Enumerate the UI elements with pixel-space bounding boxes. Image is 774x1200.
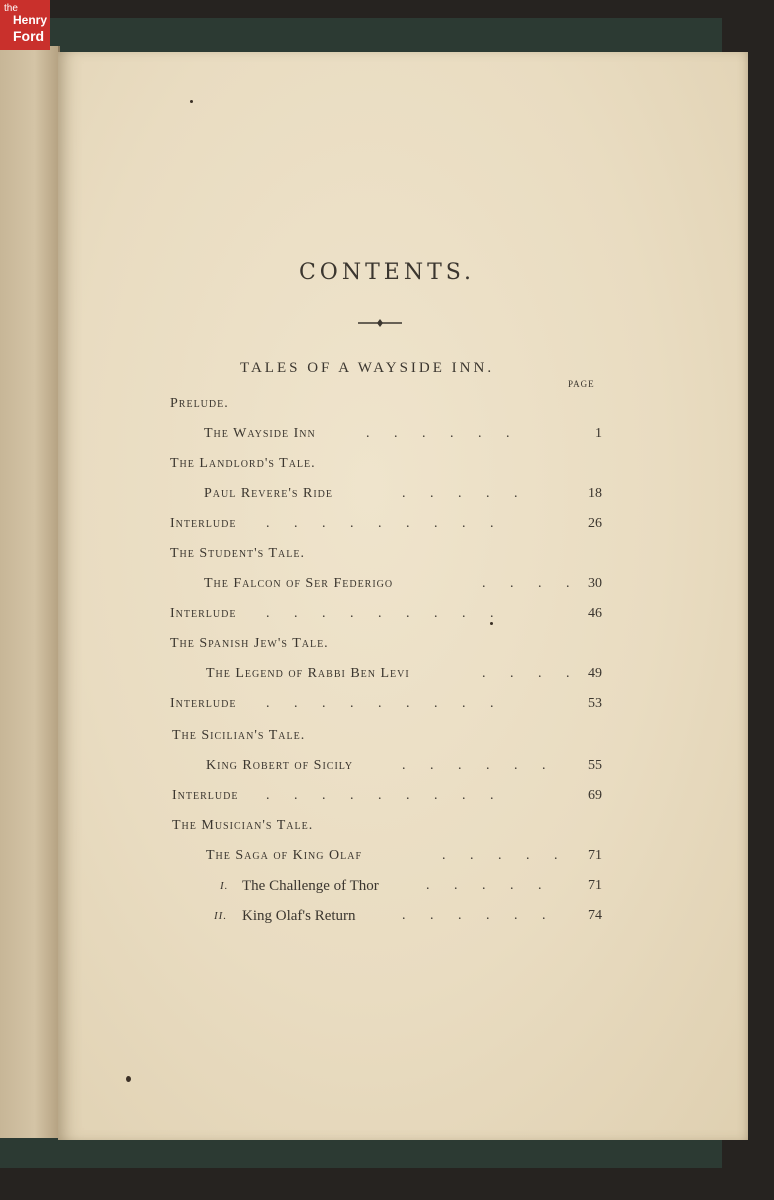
- entry-page: 74: [588, 908, 602, 923]
- entry-title: King Robert of Sicily: [206, 758, 354, 773]
- entry-title: The Student's Tale.: [170, 546, 305, 561]
- entry-title: Interlude: [172, 788, 239, 803]
- book-page: [58, 52, 748, 1140]
- entry-page: 53: [588, 696, 602, 711]
- entry-page: 69: [588, 788, 602, 803]
- paper-speck: [490, 622, 493, 625]
- entry-title: The Spanish Jew's Tale.: [170, 636, 329, 651]
- page-title: CONTENTS.: [298, 260, 476, 285]
- leader-dots: . . . . .: [402, 486, 518, 501]
- entry-numeral: II.: [214, 910, 228, 922]
- leader-dots: . . . . . .: [402, 908, 546, 923]
- entry-title: The Legend of Rabbi Ben Levi: [206, 666, 410, 681]
- section-heading: TALES OF A WAYSIDE INN.: [240, 360, 495, 376]
- logo-the: the: [4, 3, 18, 14]
- entry-title: The Wayside Inn: [204, 426, 316, 441]
- entry-page: 1: [595, 426, 602, 441]
- entry-page: 18: [588, 486, 602, 501]
- entry-page: 49: [588, 666, 602, 681]
- entry-title: The Sicilian's Tale.: [172, 728, 306, 743]
- logo-henry: Henry: [13, 13, 48, 27]
- leader-dots: . . . .: [482, 576, 570, 591]
- leader-dots: . . . . . .: [366, 426, 510, 441]
- paper-speck: [126, 1076, 131, 1082]
- entry-title: Paul Revere's Ride: [204, 486, 333, 501]
- entry-title: The Falcon of Ser Federigo: [204, 576, 394, 591]
- leader-dots: . . . .: [482, 666, 570, 681]
- left-page-edge: [0, 46, 60, 1138]
- entry-page: 46: [588, 606, 602, 621]
- leader-dots: . . . . . . . . .: [266, 788, 494, 803]
- leader-dots: . . . . . . . . .: [266, 696, 494, 711]
- henry-ford-logo: [0, 0, 50, 50]
- entry-page: 55: [588, 758, 602, 773]
- entry-title: Interlude: [170, 516, 237, 531]
- leader-dots: . . . . . .: [402, 758, 546, 773]
- entry-page: 30: [588, 576, 602, 591]
- page-column-label: PAGE: [568, 379, 595, 389]
- leader-dots: . . . . . . . . .: [266, 606, 494, 621]
- entry-title: The Saga of King Olaf: [206, 848, 363, 863]
- entry-title: Interlude: [170, 606, 237, 621]
- paper-speck: [190, 100, 193, 103]
- entry-page: 71: [588, 848, 602, 863]
- leader-dots: . . . . .: [442, 848, 558, 863]
- entry-title: The Landlord's Tale.: [170, 456, 316, 471]
- entry-page: 26: [588, 516, 602, 531]
- entry-title: Interlude: [170, 696, 237, 711]
- ornament-rule-icon: [356, 316, 404, 330]
- entry-page: 71: [588, 878, 602, 893]
- logo-ford: Ford: [13, 28, 45, 44]
- leader-dots: . . . . . . . . .: [266, 516, 494, 531]
- entry-title: Prelude.: [170, 396, 229, 411]
- entry-title: The Musician's Tale.: [172, 818, 314, 833]
- entry-title: King Olaf's Return: [242, 908, 356, 924]
- leader-dots: . . . . .: [426, 878, 542, 893]
- entry-title: The Challenge of Thor: [242, 878, 379, 894]
- entry-numeral: I.: [220, 880, 229, 892]
